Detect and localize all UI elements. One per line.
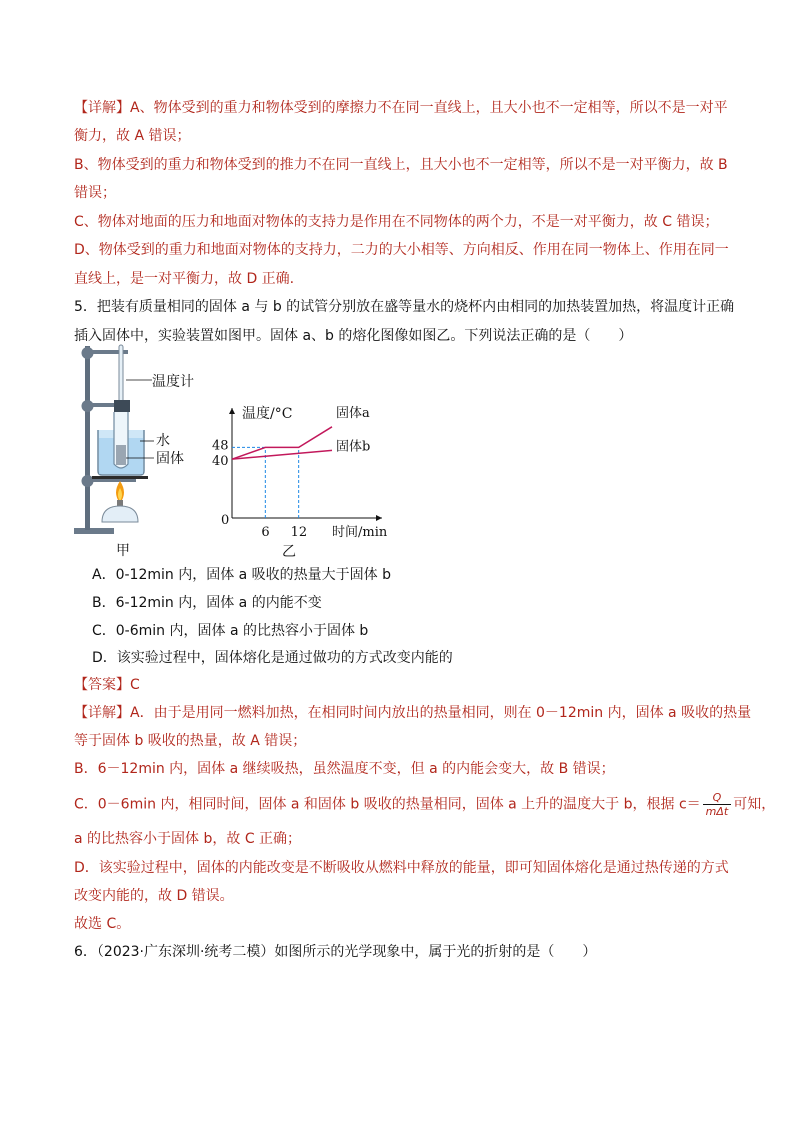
q5-detail-line-1: 【详解】A．由于是用同一燃料加热，在相同时间内放出的热量相同，则在 0－12min 内，固体 a 吸收的热量 bbox=[74, 705, 752, 721]
label-thermometer: 温度计 bbox=[152, 374, 194, 390]
x-axis-arrow bbox=[376, 515, 382, 521]
q5-detail-line-4: C．0－6min 内，相同时间，固体 a 和固体 b 吸收的热量相同，固体 a 上升的温度大于 b，根据 c＝ $\frac{Q}{\text{mΔt}}$ 可知， bbox=[74, 791, 776, 818]
q5-option-c: C．0-6min 内，固体 a 的比热容小于固体 b bbox=[92, 623, 369, 639]
q6-stem: 6．（2023·广东深圳·统考二模）如图所示的光学现象中，属于光的折射的是（ ） bbox=[74, 944, 597, 960]
detail-prev-line-2: 衡力，故 A 错误； bbox=[74, 128, 191, 144]
detail-prev-line-5: C、物体对地面的压力和地面对物体的支持力是作用在不同物体的两个力，不是一对平衡力，故 C 错误； bbox=[74, 214, 719, 230]
formula-numerator: Q bbox=[703, 791, 732, 805]
answer-value: C bbox=[130, 677, 140, 693]
y-axis-label: 温度/°C bbox=[242, 406, 293, 422]
y-tick-label: 48 bbox=[212, 438, 229, 454]
y-tick-label: 40 bbox=[212, 454, 229, 470]
q5-answer bbox=[74, 675, 140, 695]
caption-yi: 乙 bbox=[282, 544, 296, 558]
origin-label: 0 bbox=[221, 513, 230, 528]
solid-fill bbox=[116, 445, 126, 465]
detail-prev-line-3: B、物体受到的重力和物体受到的推力不在同一直线上，且大小也不一定相等，所以不是一对平衡力，故 B bbox=[74, 157, 728, 173]
detail-tag: 【详解】 bbox=[74, 705, 130, 721]
answer-tag: 【答案】 bbox=[74, 677, 130, 693]
q5-option-b: B．6-12min 内，固体 a 的内能不变 bbox=[92, 595, 322, 611]
apparatus-figure bbox=[68, 340, 218, 560]
label-solid: 固体 bbox=[156, 451, 184, 467]
q5-stem-line-2: 插入固体中，实验装置如图甲。固体 a、b 的熔化图像如图乙。下列说法正确的是（ ） bbox=[74, 328, 633, 344]
melting-chart bbox=[212, 398, 402, 558]
alcohol-lamp-icon bbox=[102, 506, 138, 522]
series-label-b: 固体b bbox=[336, 439, 371, 455]
series-label-a: 固体a bbox=[336, 405, 370, 421]
y-axis-arrow bbox=[229, 408, 235, 414]
q5-detail-line-3: B．6－12min 内，固体 a 继续吸热，虽然温度不变，但 a 的内能会变大，故 B 错误； bbox=[74, 761, 615, 777]
stand-base bbox=[74, 528, 114, 534]
x-tick-label: 12 bbox=[290, 525, 308, 540]
q5-conclusion: 故选 C。 bbox=[74, 916, 131, 932]
detail-prev-line-4: 错误； bbox=[74, 185, 116, 201]
label-water: 水 bbox=[156, 433, 170, 449]
detail-tag: 【详解】 bbox=[74, 100, 130, 116]
formula-fraction bbox=[703, 791, 732, 818]
q5-detail-line-5: a 的比热容小于固体 b，故 C 正确； bbox=[74, 831, 302, 847]
x-axis-label: 时间/min bbox=[332, 525, 388, 540]
q5-option-a: A．0-12min 内，固体 a 吸收的热量大于固体 b bbox=[92, 567, 392, 583]
detail-prev-line-6: D、物体受到的重力和地面对物体的支持力，二力的大小相等、方向相反、作用在同一物体上、作用在同一 bbox=[74, 242, 729, 258]
formula-denominator: mΔt bbox=[705, 805, 729, 818]
q5-detail-line-2: 等于固体 b 吸收的热量，故 A 错误； bbox=[74, 733, 307, 749]
detail-prev-line-7: 直线上，是一对平衡力，故 D 正确. bbox=[74, 271, 295, 287]
stand-rod bbox=[85, 346, 90, 530]
detail-prev-line-1: 【详解】A、物体受到的重力和物体受到的摩擦力不在同一直线上，且大小也不一定相等，所以不是一对平 bbox=[74, 100, 728, 116]
q5-detail-line-6: D．该实验过程中，固体的内能改变是不断吸收从燃料中释放的能量，即可知固体熔化是通过热传递的方式 bbox=[74, 860, 729, 876]
q5-stem-line-1: 5．把装有质量相同的固体 a 与 b 的试管分别放在盛等量水的烧杯内由相同的加热装置加热，将温度计正确 bbox=[74, 299, 735, 315]
caption-jia: 甲 bbox=[116, 543, 130, 559]
series-line-b bbox=[232, 450, 332, 459]
q5-detail-line-7: 改变内能的，故 D 错误。 bbox=[74, 888, 234, 904]
x-tick-label: 6 bbox=[261, 525, 270, 540]
q5-option-d: D．该实验过程中，固体熔化是通过做功的方式改变内能的 bbox=[92, 650, 453, 666]
